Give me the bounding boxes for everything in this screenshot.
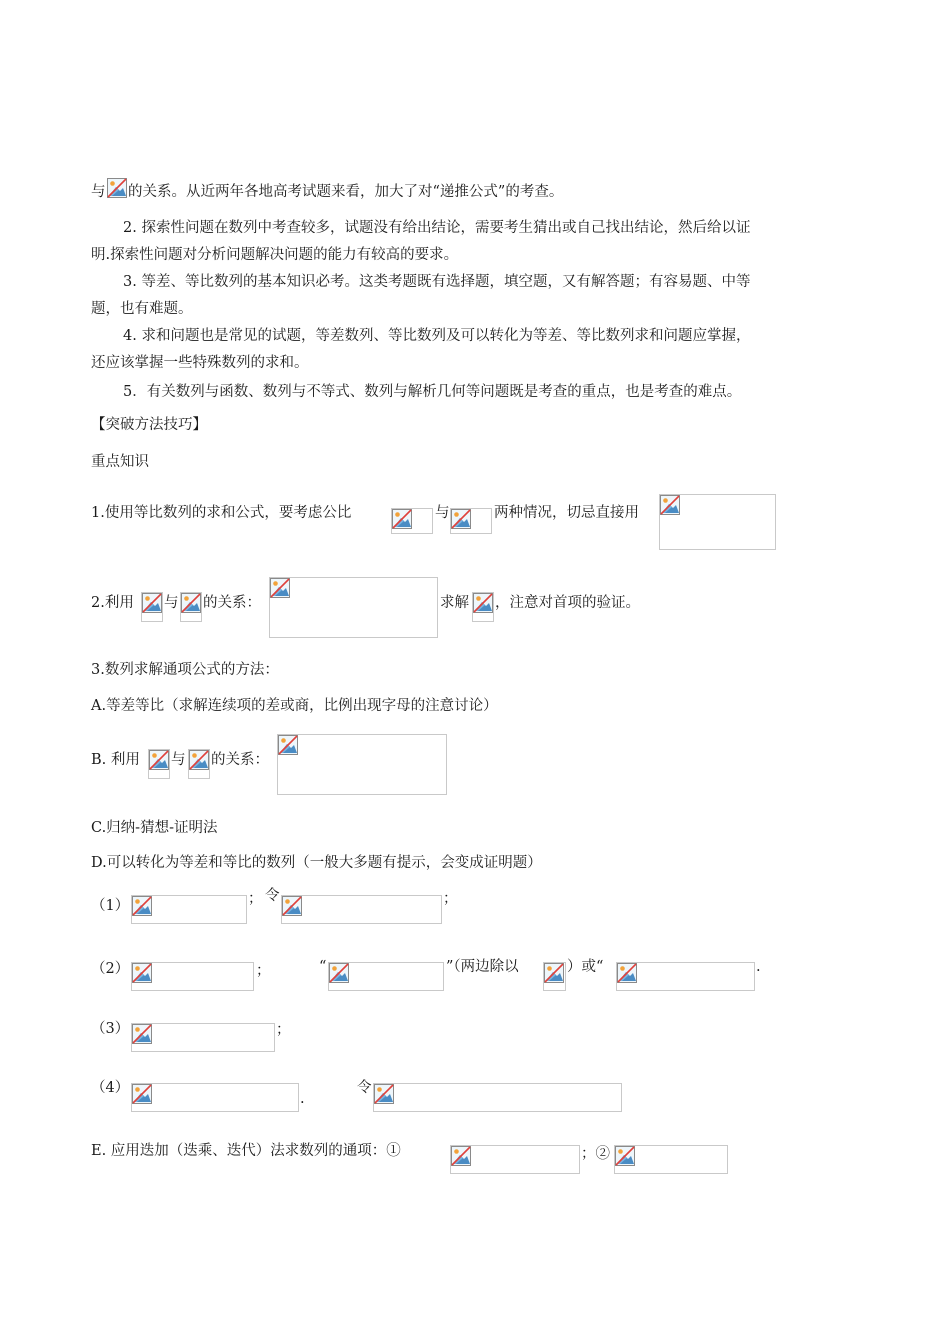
- formula-image: [373, 1083, 622, 1112]
- kB-text: B. 利用: [91, 752, 140, 768]
- broken-image-icon: [617, 963, 637, 983]
- broken-image-icon: [660, 495, 680, 515]
- kB-text: 的关系：: [211, 752, 269, 768]
- d2-text: ；: [256, 963, 271, 979]
- formula-image: [277, 734, 447, 795]
- paragraph-4: 还应该掌握一些特殊数列的求和。: [91, 355, 309, 371]
- formula-image: [269, 577, 438, 638]
- paragraph-4: 4. 求和问题也是常见的试题，等差数列、等比数列及可以转化为等差、等比数列求和问题应掌握，: [123, 328, 751, 344]
- broken-image-icon: [149, 750, 169, 770]
- d3-number: （3）: [91, 1021, 130, 1037]
- formula-image: [659, 494, 776, 550]
- formula-image: [131, 1083, 299, 1112]
- formula-image: [614, 1145, 728, 1174]
- formula-image: [148, 749, 170, 779]
- formula-image: [450, 1145, 580, 1174]
- k1-text: 两种情况，切忌直接用: [494, 505, 639, 521]
- d3-text: ；: [276, 1022, 291, 1038]
- formula-image: [131, 962, 254, 991]
- broken-image-icon: [329, 963, 349, 983]
- formula-image: [131, 895, 247, 924]
- kC-text: C.归纳-猜想-证明法: [91, 820, 218, 836]
- formula-image: [141, 592, 163, 622]
- d4-text: .: [300, 1091, 305, 1107]
- d2-text: ”（两边除以: [446, 959, 519, 975]
- broken-image-icon: [451, 1146, 471, 1166]
- paragraph-2: 2. 探索性问题在数列中考查较多，试题没有给出结论，需要考生猜出或自己找出结论，然后给以证: [123, 220, 751, 236]
- formula-image: [616, 962, 755, 991]
- broken-image-icon: [132, 963, 152, 983]
- d1-number: （1）: [91, 898, 130, 914]
- d4-text: 令: [357, 1080, 372, 1096]
- formula-image: [131, 1023, 275, 1052]
- kE-text: ；②: [581, 1146, 610, 1162]
- paragraph-3: 3. 等差、等比数列的基本知识必考。这类考题既有选择题，填空题，又有解答题；有容易题、中等: [123, 274, 751, 290]
- section-title: 【突破方法技巧】: [91, 417, 207, 433]
- formula-image: [450, 508, 492, 534]
- d2-text: “: [319, 959, 327, 975]
- paragraph-3: 题，也有难题。: [91, 301, 193, 317]
- formula-image: [281, 895, 442, 924]
- paragraph-5: 5．有关数列与函数、数列与不等式、数列与解析几何等问题既是考查的重点，也是考查的难点。: [123, 384, 742, 400]
- broken-image-icon: [270, 578, 290, 598]
- k2-text: 的关系：: [203, 595, 261, 611]
- paragraph-2: 明.探索性问题对分析问题解决问题的能力有较高的要求。: [91, 247, 459, 263]
- d4-number: （4）: [91, 1080, 130, 1096]
- formula-image: [328, 962, 444, 991]
- d2-number: （2）: [91, 961, 130, 977]
- broken-image-icon: [544, 963, 564, 983]
- broken-image-icon: [142, 593, 162, 613]
- broken-image-icon: [132, 1084, 152, 1104]
- d1-text: ；: [248, 891, 263, 907]
- d2-text: ）或“: [567, 959, 604, 975]
- broken-image-icon: [374, 1084, 394, 1104]
- broken-image-icon: [451, 509, 471, 529]
- k3-text: 3.数列求解通项公式的方法：: [91, 662, 279, 678]
- k2-text: 与: [164, 595, 179, 611]
- broken-image-icon: [189, 750, 209, 770]
- intro-text: 的关系。从近两年各地高考试题来看，加大了对“递推公式”的考查。: [128, 184, 564, 200]
- k2-text: 求解: [440, 595, 469, 611]
- broken-image-icon: [278, 735, 298, 755]
- broken-image-icon: [473, 593, 493, 613]
- formula-image: [188, 749, 210, 779]
- subsection-title: 重点知识: [91, 454, 149, 470]
- d1-text: 令: [265, 888, 280, 904]
- kA-text: A.等差等比（求解连续项的差或商，比例出现字母的注意讨论）: [91, 698, 498, 714]
- kB-text: 与: [171, 752, 186, 768]
- k2-text: 2.利用: [91, 595, 134, 611]
- formula-image: [391, 508, 433, 534]
- d1-text: ；: [443, 891, 458, 907]
- broken-image-icon: [181, 593, 201, 613]
- broken-image-icon: [282, 896, 302, 916]
- k1-text: 与: [435, 505, 450, 521]
- kD-text: D.可以转化为等差和等比的数列（一般大多题有提示，会变成证明题）: [91, 855, 542, 871]
- broken-image-icon: [107, 178, 127, 198]
- formula-image: [472, 592, 494, 622]
- d2-text: .: [756, 959, 761, 975]
- k2-text: ，注意对首项的验证。: [495, 595, 640, 611]
- formula-image: [180, 592, 202, 622]
- formula-image: [543, 962, 566, 991]
- broken-image-icon: [132, 896, 152, 916]
- kE-text: E. 应用迭加（迭乘、迭代）法求数列的通项：①: [91, 1143, 401, 1159]
- broken-image-icon: [392, 509, 412, 529]
- broken-image-icon: [132, 1024, 152, 1044]
- intro-text: 与: [91, 184, 106, 200]
- k1-text: 1.使用等比数列的求和公式，要考虑公比: [91, 505, 352, 521]
- broken-image-icon: [615, 1146, 635, 1166]
